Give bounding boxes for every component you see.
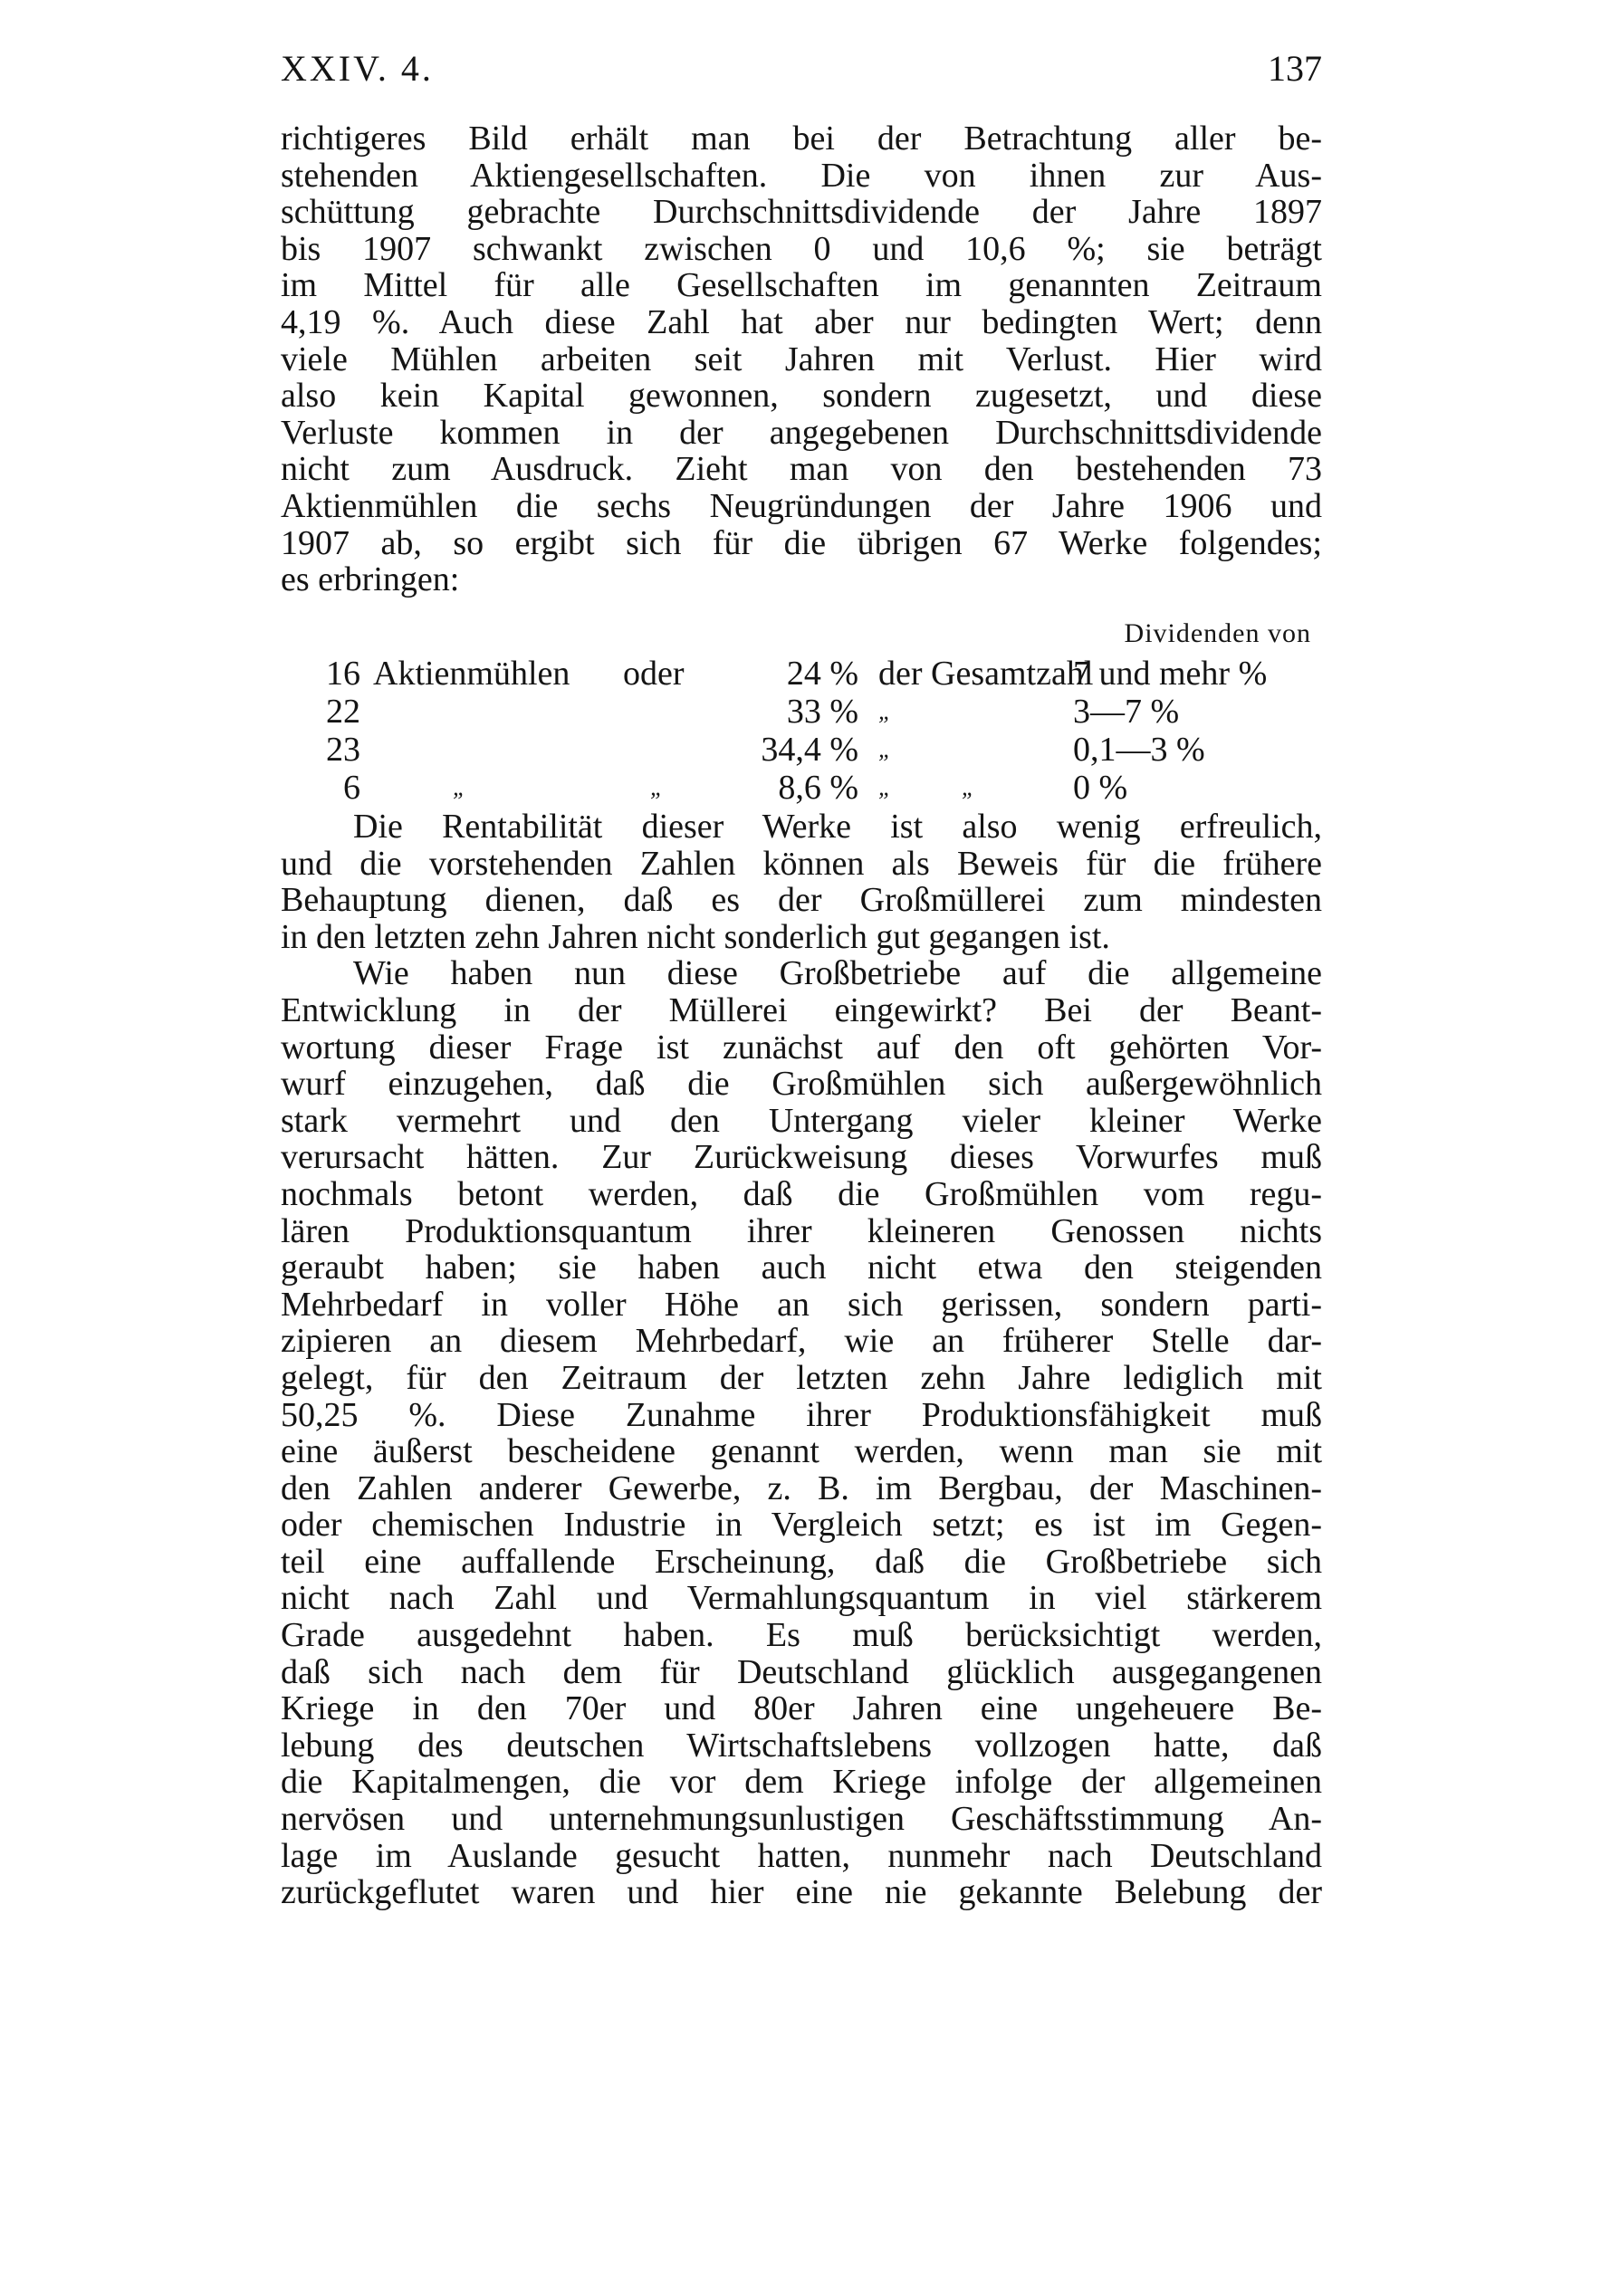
table-cell-ditto: „ bbox=[650, 774, 664, 800]
text-line: nervösen und unternehmungsunlustigen Geschäftsstimmung An- bbox=[281, 1801, 1322, 1838]
text-line: schüttung gebrachte Durchschnittsdividende der Jahre 1897 bbox=[281, 194, 1322, 231]
table-column-head: Dividenden von bbox=[1124, 618, 1311, 648]
table-cell-dividend: 0 % bbox=[1073, 769, 1128, 807]
text-line: stehenden Aktiengesellschaften. Die von ihnen zur Aus- bbox=[281, 157, 1322, 195]
text-line: Wie haben nun diese Großbetriebe auf die allgemeine bbox=[353, 955, 1322, 992]
text-line: daß sich nach dem für Deutschland glücklich ausgegangenen bbox=[281, 1653, 1322, 1691]
table-cell-percent: 8,6 % bbox=[778, 769, 858, 807]
paragraph-2-3 bbox=[281, 808, 1322, 1911]
text-line: wortung dieser Frage ist zunächst auf den oft gehörten Vor- bbox=[281, 1028, 1322, 1067]
text-line: richtigeres Bild erhält man bei der Betrachtung aller be- bbox=[281, 120, 1322, 158]
page-number: 137 bbox=[1268, 48, 1322, 89]
text-line: es erbringen: bbox=[281, 561, 460, 598]
table-cell-ditto: „ bbox=[878, 698, 892, 724]
text-line: Entwicklung in der Müllerei eingewirkt? Bei der Beant- bbox=[281, 991, 1322, 1029]
text-line: zurückgeflutet waren und hier eine nie gekannte Belebung der bbox=[281, 1874, 1322, 1911]
text-line: oder chemischen Industrie in Vergleich setzt; es ist im Gegen- bbox=[281, 1507, 1322, 1544]
table-cell-percent: 24 % bbox=[786, 655, 858, 693]
running-head: XXIV. 4. bbox=[281, 48, 434, 89]
table-cell-count: 6 bbox=[343, 769, 360, 807]
table-cell-der: der Gesamtzahl bbox=[878, 655, 1094, 693]
text-line: lage im Auslande gesucht hatten, nunmehr nach Deutschland bbox=[281, 1837, 1322, 1875]
dividend-table bbox=[281, 618, 1322, 808]
text-line: nochmals betont werden, daß die Großmühlen vom regu- bbox=[281, 1175, 1322, 1213]
text-line: nicht nach Zahl und Vermahlungsquantum in viel stärkerem bbox=[281, 1580, 1322, 1618]
text-line: im Mittel für alle Gesellschaften im genannten Zeitraum bbox=[281, 267, 1322, 304]
text-line: Behauptung dienen, daß es der Großmüllerei zum mindesten bbox=[281, 882, 1322, 919]
text-line: den Zahlen anderer Gewerbe, z. B. im Bergbau, der Maschinen- bbox=[281, 1469, 1322, 1507]
text-line: eine äußerst bescheidene genannt werden, wenn man sie mit bbox=[281, 1433, 1322, 1470]
table-cell-count: 22 bbox=[326, 693, 360, 731]
text-line: Grade ausgedehnt haben. Es muß berücksichtigt werden, bbox=[281, 1617, 1322, 1654]
text-line: 1907 ab, so ergibt sich für die übrigen 67 Werke folgendes; bbox=[281, 524, 1322, 562]
table-cell-oder: oder bbox=[623, 655, 685, 693]
table-cell-percent: 34,4 % bbox=[761, 731, 858, 769]
text-line: Kriege in den 70er und 80er Jahren eine ungeheuere Be- bbox=[281, 1690, 1322, 1727]
text-line: die Kapitalmengen, die vor dem Kriege infolge der allgemeinen bbox=[281, 1764, 1322, 1802]
paragraph-1 bbox=[281, 120, 1322, 598]
table-row bbox=[281, 693, 1322, 731]
text-line: Die Rentabilität dieser Werke ist also wenig erfreulich, bbox=[353, 808, 1322, 846]
text-line: 50,25 %. Diese Zunahme ihrer Produktionsfähigkeit muß bbox=[281, 1396, 1322, 1434]
table-row bbox=[281, 731, 1322, 769]
text-line: teil eine auffallende Erscheinung, daß die Großbetriebe sich bbox=[281, 1543, 1322, 1581]
text-line: Aktienmühlen die sechs Neugründungen der Jahre 1906 und bbox=[281, 487, 1322, 525]
text-line: nicht zum Ausdruck. Zieht man von den bestehenden 73 bbox=[281, 451, 1322, 488]
table-row bbox=[281, 655, 1322, 693]
text-line: in den letzten zehn Jahren nicht sonderlich gut gegangen ist. bbox=[281, 918, 1110, 956]
table-cell-count: 16 bbox=[326, 655, 360, 693]
text-line: lären Produktionsquantum ihrer kleineren Genossen nichts bbox=[281, 1212, 1322, 1250]
table-cell-dividend: 3—7 % bbox=[1073, 693, 1180, 731]
text-line: viele Mühlen arbeiten seit Jahren mit Verlust. Hier wird bbox=[281, 340, 1322, 378]
table-row bbox=[281, 769, 1322, 807]
table-cell-ditto: „ bbox=[878, 736, 892, 762]
text-line: zipieren an diesem Mehrbedarf, wie an früherer Stelle dar- bbox=[281, 1323, 1322, 1360]
text-line: also kein Kapital gewonnen, sondern zugesetzt, und diese bbox=[281, 378, 1322, 415]
text-line: Verluste kommen in der angegebenen Durchschnittsdividende bbox=[281, 414, 1322, 452]
table-cell-percent: 33 % bbox=[786, 693, 858, 731]
table-cell-dividend: 7 und mehr % bbox=[1073, 655, 1268, 693]
table-cell-count: 23 bbox=[326, 731, 360, 769]
text-line: Mehrbedarf in voller Höhe an sich gerissen, sondern parti- bbox=[281, 1286, 1322, 1324]
table-cell-ditto: „ bbox=[453, 774, 466, 800]
text-line: und die vorstehenden Zahlen können als Beweis für die frühere bbox=[281, 845, 1322, 883]
text-line: verursacht hätten. Zur Zurückweisung dieses Vorwurfes muß bbox=[281, 1139, 1322, 1176]
text-line: lebung des deutschen Wirtschaftslebens vollzogen hatte, daß bbox=[281, 1727, 1322, 1765]
text-line: 4,19 %. Auch diese Zahl hat aber nur bedingten Wert; denn bbox=[281, 303, 1322, 341]
text-line: wurf einzugehen, daß die Großmühlen sich außergewöhnlich bbox=[281, 1066, 1322, 1103]
table-cell-ditto: „ bbox=[878, 774, 892, 800]
text-line: gelegt, für den Zeitraum der letzten zehn Jahre lediglich mit bbox=[281, 1359, 1322, 1397]
text-line: stark vermehrt und den Untergang vieler kleiner Werke bbox=[281, 1102, 1322, 1140]
table-cell-subject: Aktienmühlen bbox=[373, 655, 570, 693]
text-line: geraubt haben; sie haben auch nicht etwa den steigenden bbox=[281, 1249, 1322, 1287]
table-cell-ditto: „ bbox=[962, 774, 975, 800]
text-line: bis 1907 schwankt zwischen 0 und 10,6 %; sie beträgt bbox=[281, 230, 1322, 268]
page-header bbox=[281, 47, 1322, 101]
table-cell-dividend: 0,1—3 % bbox=[1073, 731, 1205, 769]
